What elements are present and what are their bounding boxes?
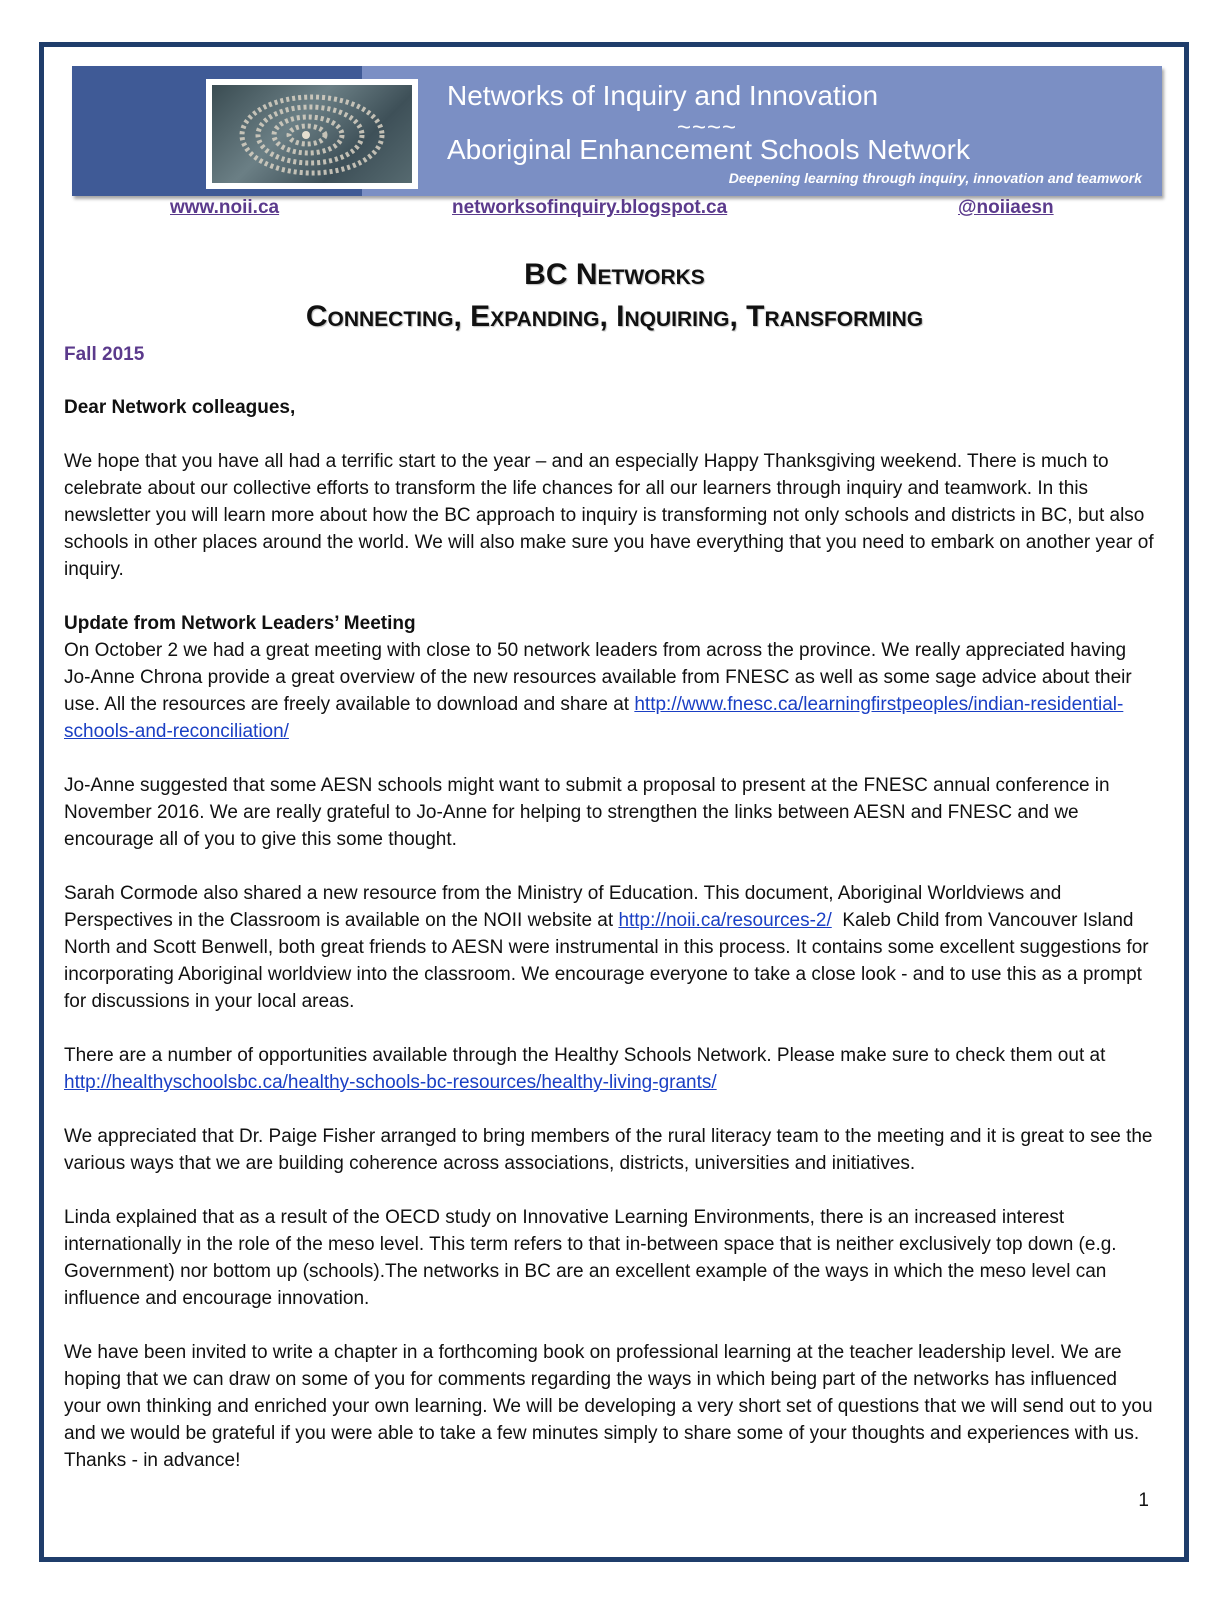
salutation: Dear Network colleagues, xyxy=(64,397,296,418)
stone-spiral-graphic xyxy=(212,85,412,183)
conference-paragraph: Jo-Anne suggested that some AESN schools might want to submit a proposal to present at the FNESC annual conference in November 2016. We are really grateful to Jo-Anne for helping to strengthen the links between AESN and FNESC and we encourage all of you to give this some thought. xyxy=(64,775,1110,850)
healthy-schools-link[interactable]: http://healthyschoolsbc.ca/healthy-schools-bc-resources/healthy-living-grants/ xyxy=(64,1072,717,1093)
noii-resources-link[interactable]: http://noii.ca/resources-2/ xyxy=(618,910,832,931)
document-subtitle: Connecting, Expanding, Inquiring, Transforming xyxy=(305,300,924,333)
meeting-update-text: On October 2 we had a great meeting with close to 50 network leaders from across the province. We really appreciated having Jo-Anne Chrona provide a great overview of the new resources available from FNESC as well as some sage advice about their use. All the resources are freely available to download and share at xyxy=(64,640,1132,715)
document-title: BC Networks xyxy=(524,258,705,291)
book-chapter-paragraph: We have been invited to write a chapter in a forthcoming book on professional learning at the teacher leadership level. We are hoping that we can draw on some of you for comments regarding the ways in which being part of the networks has influenced your own thinking and enriched your own learning. We will be developing a very short set of questions that we will send out to you and we would be grateful if you were able to take a few minutes simply to share some of your thoughts and experiences with us. Thanks - in advance! xyxy=(64,1342,1153,1471)
banner-tilde: ~~~~ xyxy=(677,114,738,141)
page-number: 1 xyxy=(1138,1490,1149,1511)
fnesc-link[interactable]: http://www.fnesc.ca/learningfirstpeoples/indian-residential-schools-and-reconciliation/ xyxy=(64,694,1124,742)
resource-paragraph xyxy=(64,880,1154,1015)
stone-spiral-photo xyxy=(206,79,418,189)
rural-literacy-paragraph: We appreciated that Dr. Paige Fisher arranged to bring members of the rural literacy team to the meeting and it is great to see the various ways that we are building coherence across associations, districts, universities and initiatives. xyxy=(64,1126,1153,1174)
banner-title-line1: Networks of Inquiry and Innovation xyxy=(447,80,879,111)
newsletter-body xyxy=(64,394,1154,1501)
resource-text-before: Sarah Cormode also shared a new resource from the Ministry of Education. This document, Aboriginal Worldviews and Perspectives in the Classroom is available on the NOII website at xyxy=(64,883,1062,931)
banner-title-line2: Aboriginal Enhancement Schools Network xyxy=(447,134,970,165)
intro-paragraph: We hope that you have all had a terrific start to the year – and an especially Happy Thanksgiving weekend. There is much to celebrate about our collective efforts to transform the life chances for all our learners through inquiry and teamwork. In this newsletter you will learn more about how the BC approach to inquiry is transforming not only schools and districts in BC, but also schools in other places around the world. We will also make sure you have everything that you need to embark on another year of inquiry. xyxy=(64,451,1154,580)
website-link[interactable]: www.noii.ca xyxy=(170,197,280,218)
twitter-link[interactable]: @noiiaesn xyxy=(958,197,1054,218)
banner-tagline: Deepening learning through inquiry, innovation and teamwork xyxy=(728,170,1142,186)
blog-link[interactable]: networksofinquiry.blogspot.ca xyxy=(452,197,728,218)
season-label: Fall 2015 xyxy=(64,344,145,365)
meso-level-paragraph: Linda explained that as a result of the OECD study on Innovative Learning Environments, there is an increased interest internationally in the role of the meso level. This term refers to that in-between space that is neither exclusively top down (e.g. Government) nor bottom up (schools).The networks in BC are an excellent example of the ways in which the meso level can influence and encourage innovation. xyxy=(64,1207,1117,1309)
meeting-update-paragraph xyxy=(64,610,1154,745)
healthy-schools-paragraph xyxy=(64,1042,1154,1096)
section-heading: Update from Network Leaders’ Meeting xyxy=(64,613,416,634)
header-banner xyxy=(72,66,1162,196)
healthy-schools-text: There are a number of opportunities available through the Healthy Schools Network. Please make sure to check them out at xyxy=(64,1045,1106,1066)
header-links xyxy=(0,197,1229,227)
resource-text-after: Kaleb Child from Vancouver Island North and Scott Benwell, both great friends to AESN were instrumental in this process. It contains some excellent suggestions for incorporating Aboriginal worldview into the classroom. We encourage everyone to take a close look - and to use this as a prompt for discussions in your local areas. xyxy=(64,910,1154,1012)
